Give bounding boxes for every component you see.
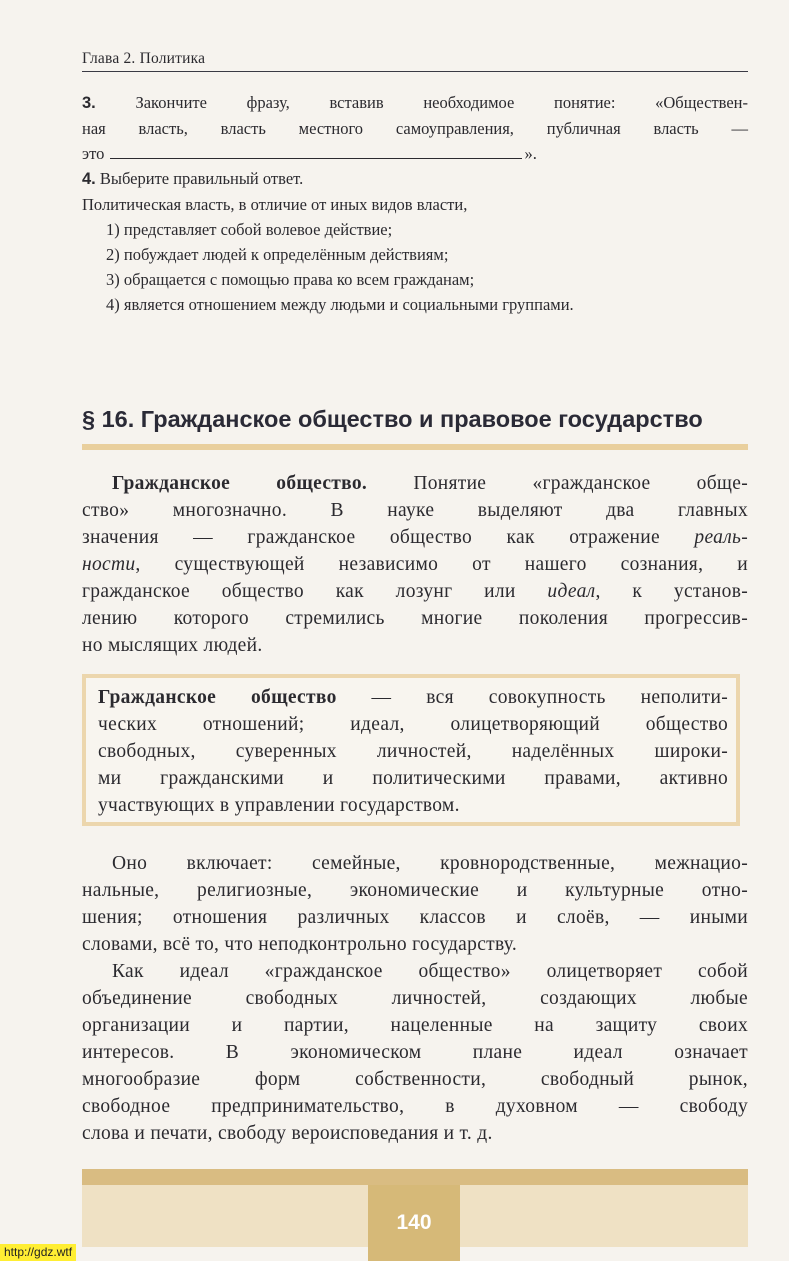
p3-line-3: организации и партии, нацеленные на защиту своих [82,1015,748,1036]
def-line-2: ческих отношений; идеал, олицетворяющий общество [98,714,728,735]
task-4-option-1: 1) представляет собой волевое действие; [106,220,393,239]
p2-line-4: словами, всё то, что неподконтрольно государству. [82,934,518,955]
task-3-line-2: ная власть, власть местного самоуправления, публичная власть — [82,119,748,138]
p1-italic-4: ности [82,554,136,575]
p1-text-3: значения — гражданское общество как отражение [82,527,695,548]
p1-italic-3: реаль- [694,527,748,548]
task-4-prompt [82,166,748,192]
task-4-option-4: 4) является отношением между людьми и социальными группами. [106,295,574,314]
p3-line-7: слова и печати, свободу вероисповедания и т. д. [82,1123,493,1144]
review-tasks [82,90,748,317]
p1-term: Гражданское общество. [112,473,368,494]
p1-line-3 [82,524,748,551]
footer-stripe [82,1169,748,1185]
def-line-4: ми гражданскими и политическими правами, активно [98,768,728,789]
p1-line-4 [82,551,748,578]
paragraph-3 [82,958,748,1147]
p1-italic-5: идеал [547,581,596,602]
task-4-prompt-text: Выберите правильный ответ. [99,169,304,188]
answer-blank[interactable] [110,142,522,159]
page-number: 140 [368,1185,460,1261]
p1-line-1 [82,470,748,497]
task-3-text-3: это [82,144,105,163]
p2-line-1: Оно включает: семейные, кровнородственные, межнацио- [112,853,748,874]
paragraph-2 [82,850,748,958]
chapter-header: Глава 2. Политика [82,50,748,72]
p1-line-6: лению которого стремились многие поколения прогрессив- [82,608,748,629]
section-title: § 16. Гражданское общество и правовое государство [82,406,703,432]
watermark-link[interactable]: http://gdz.wtf [0,1244,76,1261]
p1-text-5b: , к установ- [595,581,748,602]
p3-line-6: свободное предпринимательство, в духовном — свободу [82,1096,748,1117]
task-3-number: 3. [82,94,96,112]
paragraph-1 [82,470,748,659]
p1-text-4: , существующей независимо от нашего сознания, и [135,554,748,575]
p2-line-2: нальные, религиозные, экономические и культурные отно- [82,880,748,901]
p3-line-2: объединение свободных личностей, создающих любые [82,988,748,1009]
def-line-5: участвующих в управлении государством. [98,795,460,816]
p1-text-5a: гражданское общество как лозунг или [82,581,548,602]
definition-box [82,674,740,826]
p3-line-1: Как идеал «гражданское общество» олицетворяет собой [112,961,748,982]
def-text-1: — вся совокупность неполити- [336,687,728,708]
p1-line-5 [82,578,748,605]
task-3-text-1: Закончите фразу, вставив необходимое понятие: «Обществен- [135,93,749,112]
task-3-line-1 [82,90,748,116]
p3-line-4: интересов. В экономическом плане идеал означает [82,1042,748,1063]
task-4-lead: Политическая власть, в отличие от иных видов власти, [82,195,468,214]
p2-line-3: шения; отношения различных классов и слоёв, — иными [82,907,748,928]
def-term: Гражданское общество [98,687,337,708]
task-4-number: 4. [82,170,96,188]
p1-line-2: ство» многозначно. В науке выделяют два главных [82,500,748,521]
p3-line-5: многообразие форм собственности, свободный рынок, [82,1069,748,1090]
task-4-option-3: 3) обращается с помощью права ко всем гражданам; [106,270,475,289]
task-3-line-3 [82,141,748,166]
def-line-3: свободных, суверенных личностей, наделённых широки- [98,741,728,762]
p1-line-7: но мыслящих людей. [82,635,263,656]
p1-text-1: Понятие «гражданское обще- [413,473,748,494]
title-underline [82,444,748,450]
task-4-option-2: 2) побуждает людей к определённым действиям; [106,245,449,264]
def-line-1 [98,684,728,711]
task-3-quote-end: ». [524,144,537,163]
